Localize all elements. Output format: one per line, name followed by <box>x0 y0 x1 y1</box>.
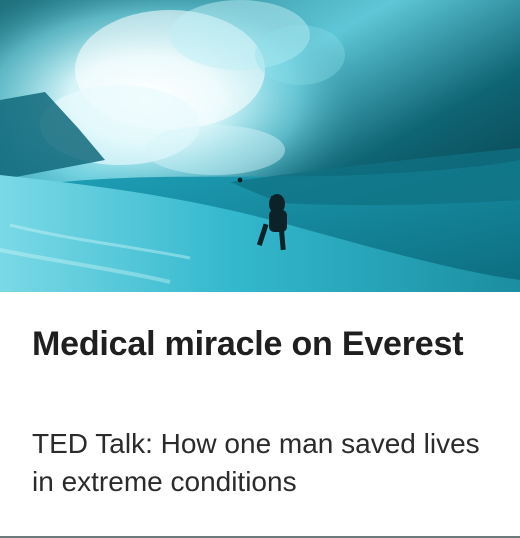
article-text <box>0 292 520 536</box>
article-title[interactable]: Medical miracle on Everest <box>32 325 464 363</box>
article-subtitle: TED Talk: How one man saved lives in extreme conditions <box>32 428 480 497</box>
